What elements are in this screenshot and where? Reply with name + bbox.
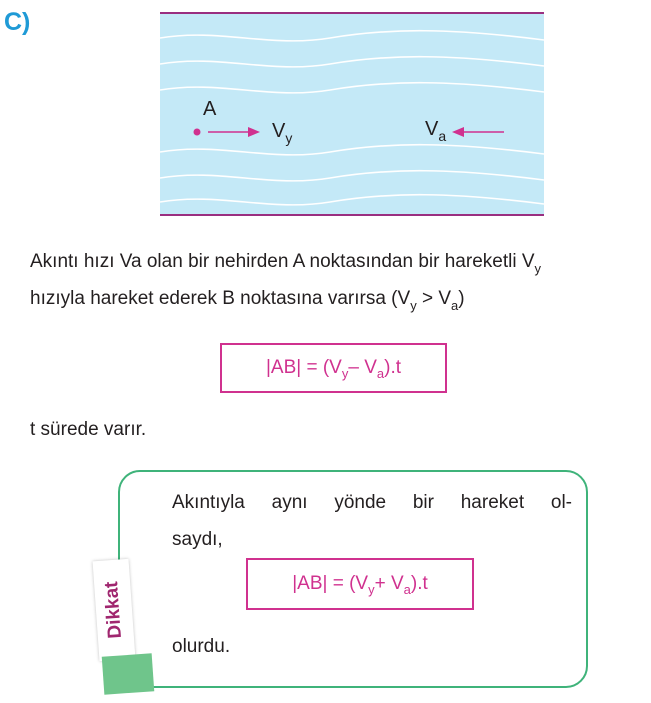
paragraph-line-1: Akıntı hızı Va olan bir nehirden A noktasından bir hareketli $V_y$ (30, 251, 542, 276)
point-a-label: A (203, 98, 217, 120)
river-diagram (160, 12, 544, 216)
conclusion-text: t sürede varır. (30, 419, 147, 440)
dikkat-tab-block (102, 653, 155, 694)
wave-line (160, 145, 544, 155)
note-line-2: saydı, (172, 529, 223, 550)
boat-velocity-label: $V_y$ (272, 120, 293, 146)
dikkat-tab (93, 559, 136, 661)
wave-line (160, 57, 544, 67)
dikkat-label: Dikkat (101, 580, 126, 640)
wave-line (160, 31, 544, 41)
river-waves (160, 14, 544, 218)
current-arrow-head (452, 127, 464, 137)
paragraph-line-2: hızıyla hareket ederek B noktasına varırsa $(V_y > V_a)$ (30, 288, 465, 313)
formula-note: |AB| = (V y + V a ).t (246, 558, 474, 610)
formula-main: |AB| = (V y – V a ).t (220, 343, 447, 393)
wave-line (160, 83, 544, 93)
note-line-1: Akıntıyla aynı yönde bir hareket ol- (172, 492, 572, 513)
boat-arrow-head (248, 127, 260, 137)
wave-line (160, 171, 544, 181)
current-velocity-label: $V_a$ (425, 118, 447, 144)
point-a-dot (194, 129, 201, 136)
wave-line (160, 195, 544, 205)
section-label: C) (4, 8, 31, 36)
note-closing: olurdu. (172, 636, 231, 657)
